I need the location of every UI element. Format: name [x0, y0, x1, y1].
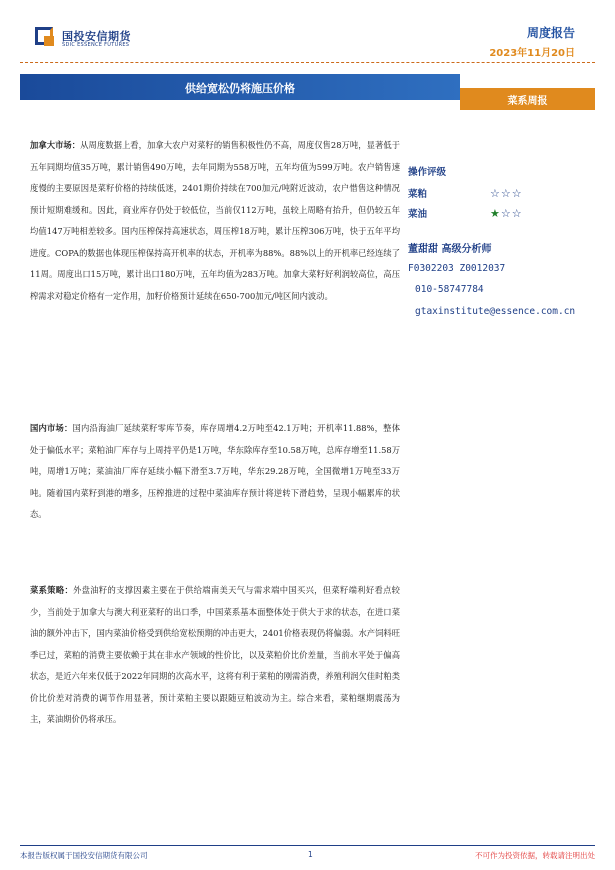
rating-label: 菜油 — [408, 209, 428, 220]
star-empty-icon: ☆ — [511, 207, 523, 220]
section-canada-market — [30, 135, 400, 307]
footer-copyright: 本报告版权属于国投安信期货有限公司 — [20, 851, 148, 860]
section-text: 外盘油籽的支撑因素主要在于供给端南美天气与需求端中国买兴，但菜籽端利好看点较少，当前处于加拿大与澳大利亚菜籽的出口季，中国菜系基本面整体处于供大于求的状态，在进口菜油的额外冲击下，国内菜油价格受到供给宽松预期的冲击更大，2401价格表现仍将偏弱。水产饲料旺季已过，菜粕的消费主要依赖于其在非水产领域的性价比，以及菜粕价比价差量，当前水平处于偏高状态，是近六年来仅低于2022年同期的次高水平，这将有利于菜粕的刚需消费，养殖利润欠佳时粕类价比价差对消费的调节作用显著，预计菜粕主要以跟随豆粕波动为主。综合来看，菜粕继期震荡为主，菜油期价仍将承压。 — [30, 585, 400, 724]
report-date: 2023年11月20日 — [489, 48, 575, 59]
analyst-license: F0302203 Z0012037 — [408, 263, 506, 274]
footer-divider — [20, 845, 595, 846]
company-name-en: SDIC ESSENCE FUTURES — [62, 42, 130, 48]
star-empty-icon: ☆ — [511, 187, 523, 200]
title-banner — [20, 74, 460, 100]
rating-row-oil — [408, 206, 523, 220]
rating-stars — [490, 207, 523, 220]
footer-disclaimer: 不可作为投资依据，转载请注明出处 — [475, 851, 595, 860]
company-logo-icon — [35, 27, 53, 45]
section-heading: 加拿大市场： — [30, 140, 81, 150]
series-label: 菜系周报 — [507, 96, 548, 107]
header-divider — [20, 62, 595, 63]
rating-row-meal — [408, 186, 523, 200]
analyst-email[interactable]: gtaxinstitute@essence.com.cn — [415, 306, 576, 317]
analyst-phone: 010-58747784 — [415, 284, 484, 295]
section-text: 国内沿海油厂延续菜籽零库节奏，库存周增4.2万吨至42.1万吨；开机率11.88%，整体处于偏低水平；菜粕油厂库存与上周持平仍是1万吨，华东除库存至10.58万吨，总库存增至11.58万吨，周增1万吨；菜油油厂库存延续小幅下滑至3.7万吨，华东29.28万吨，全国微增1万吨至33万吨。随着国内菜籽到港的增多，压榨推进的过程中菜油库存预计将逆转下滑趋势，呈现小幅累库的状态。 — [30, 423, 400, 519]
star-filled-icon: ★ — [490, 207, 501, 220]
series-tab — [460, 88, 595, 110]
section-heading: 国内市场： — [30, 423, 73, 433]
section-heading: 菜系策略： — [30, 585, 74, 595]
section-text: 从周度数据上看，加拿大农户对菜籽的销售积极性仍不高，周度仅售28万吨，显著低于五年同期均值35万吨，累计销售490万吨，去年同期为558万吨，五年均值为599万吨。农户销售速度慢的主要原因是菜籽价格的持续低迷，2401期价持续在700加元/吨附近波动，农户惜售这种情况预计短期难缓和。因此，商业库存仍处于较低位，当前仅112万吨，虽较上周略有抬升，但仍较五年均值147万吨相差较多。国内压榨保持高速状态，周压榨18万吨，累计压榨306万吨，快于五年平均进度。COPA的数据也体现压榨保持高开机率的状态，开机率为88%。88%以上的开机率已经连续了11周。周度出口15万吨，累计出口180万吨，五年均值为283万吨。加拿大菜籽好利润较高位，高压榨需求对稳定价格有一定作用，加籽价格预计延续在650-700加元/吨区间内波动。 — [30, 140, 400, 301]
section-strategy — [30, 580, 400, 731]
page-number: 1 — [308, 850, 313, 859]
star-empty-icon: ☆ — [500, 207, 512, 220]
rating-title: 操作评级 — [408, 167, 447, 178]
report-title: 供给宽松仍将施压价格 — [185, 82, 295, 95]
rating-stars — [490, 187, 523, 200]
analyst-name: 董甜甜 高级分析师 — [408, 244, 492, 255]
rating-label: 菜粕 — [408, 189, 428, 200]
star-empty-icon: ☆ — [500, 187, 512, 200]
company-name-cn: 国投安信期货 — [62, 30, 131, 43]
star-empty-icon: ☆ — [490, 187, 501, 200]
report-type: 周度报告 — [526, 26, 575, 40]
section-domestic-market — [30, 418, 400, 526]
